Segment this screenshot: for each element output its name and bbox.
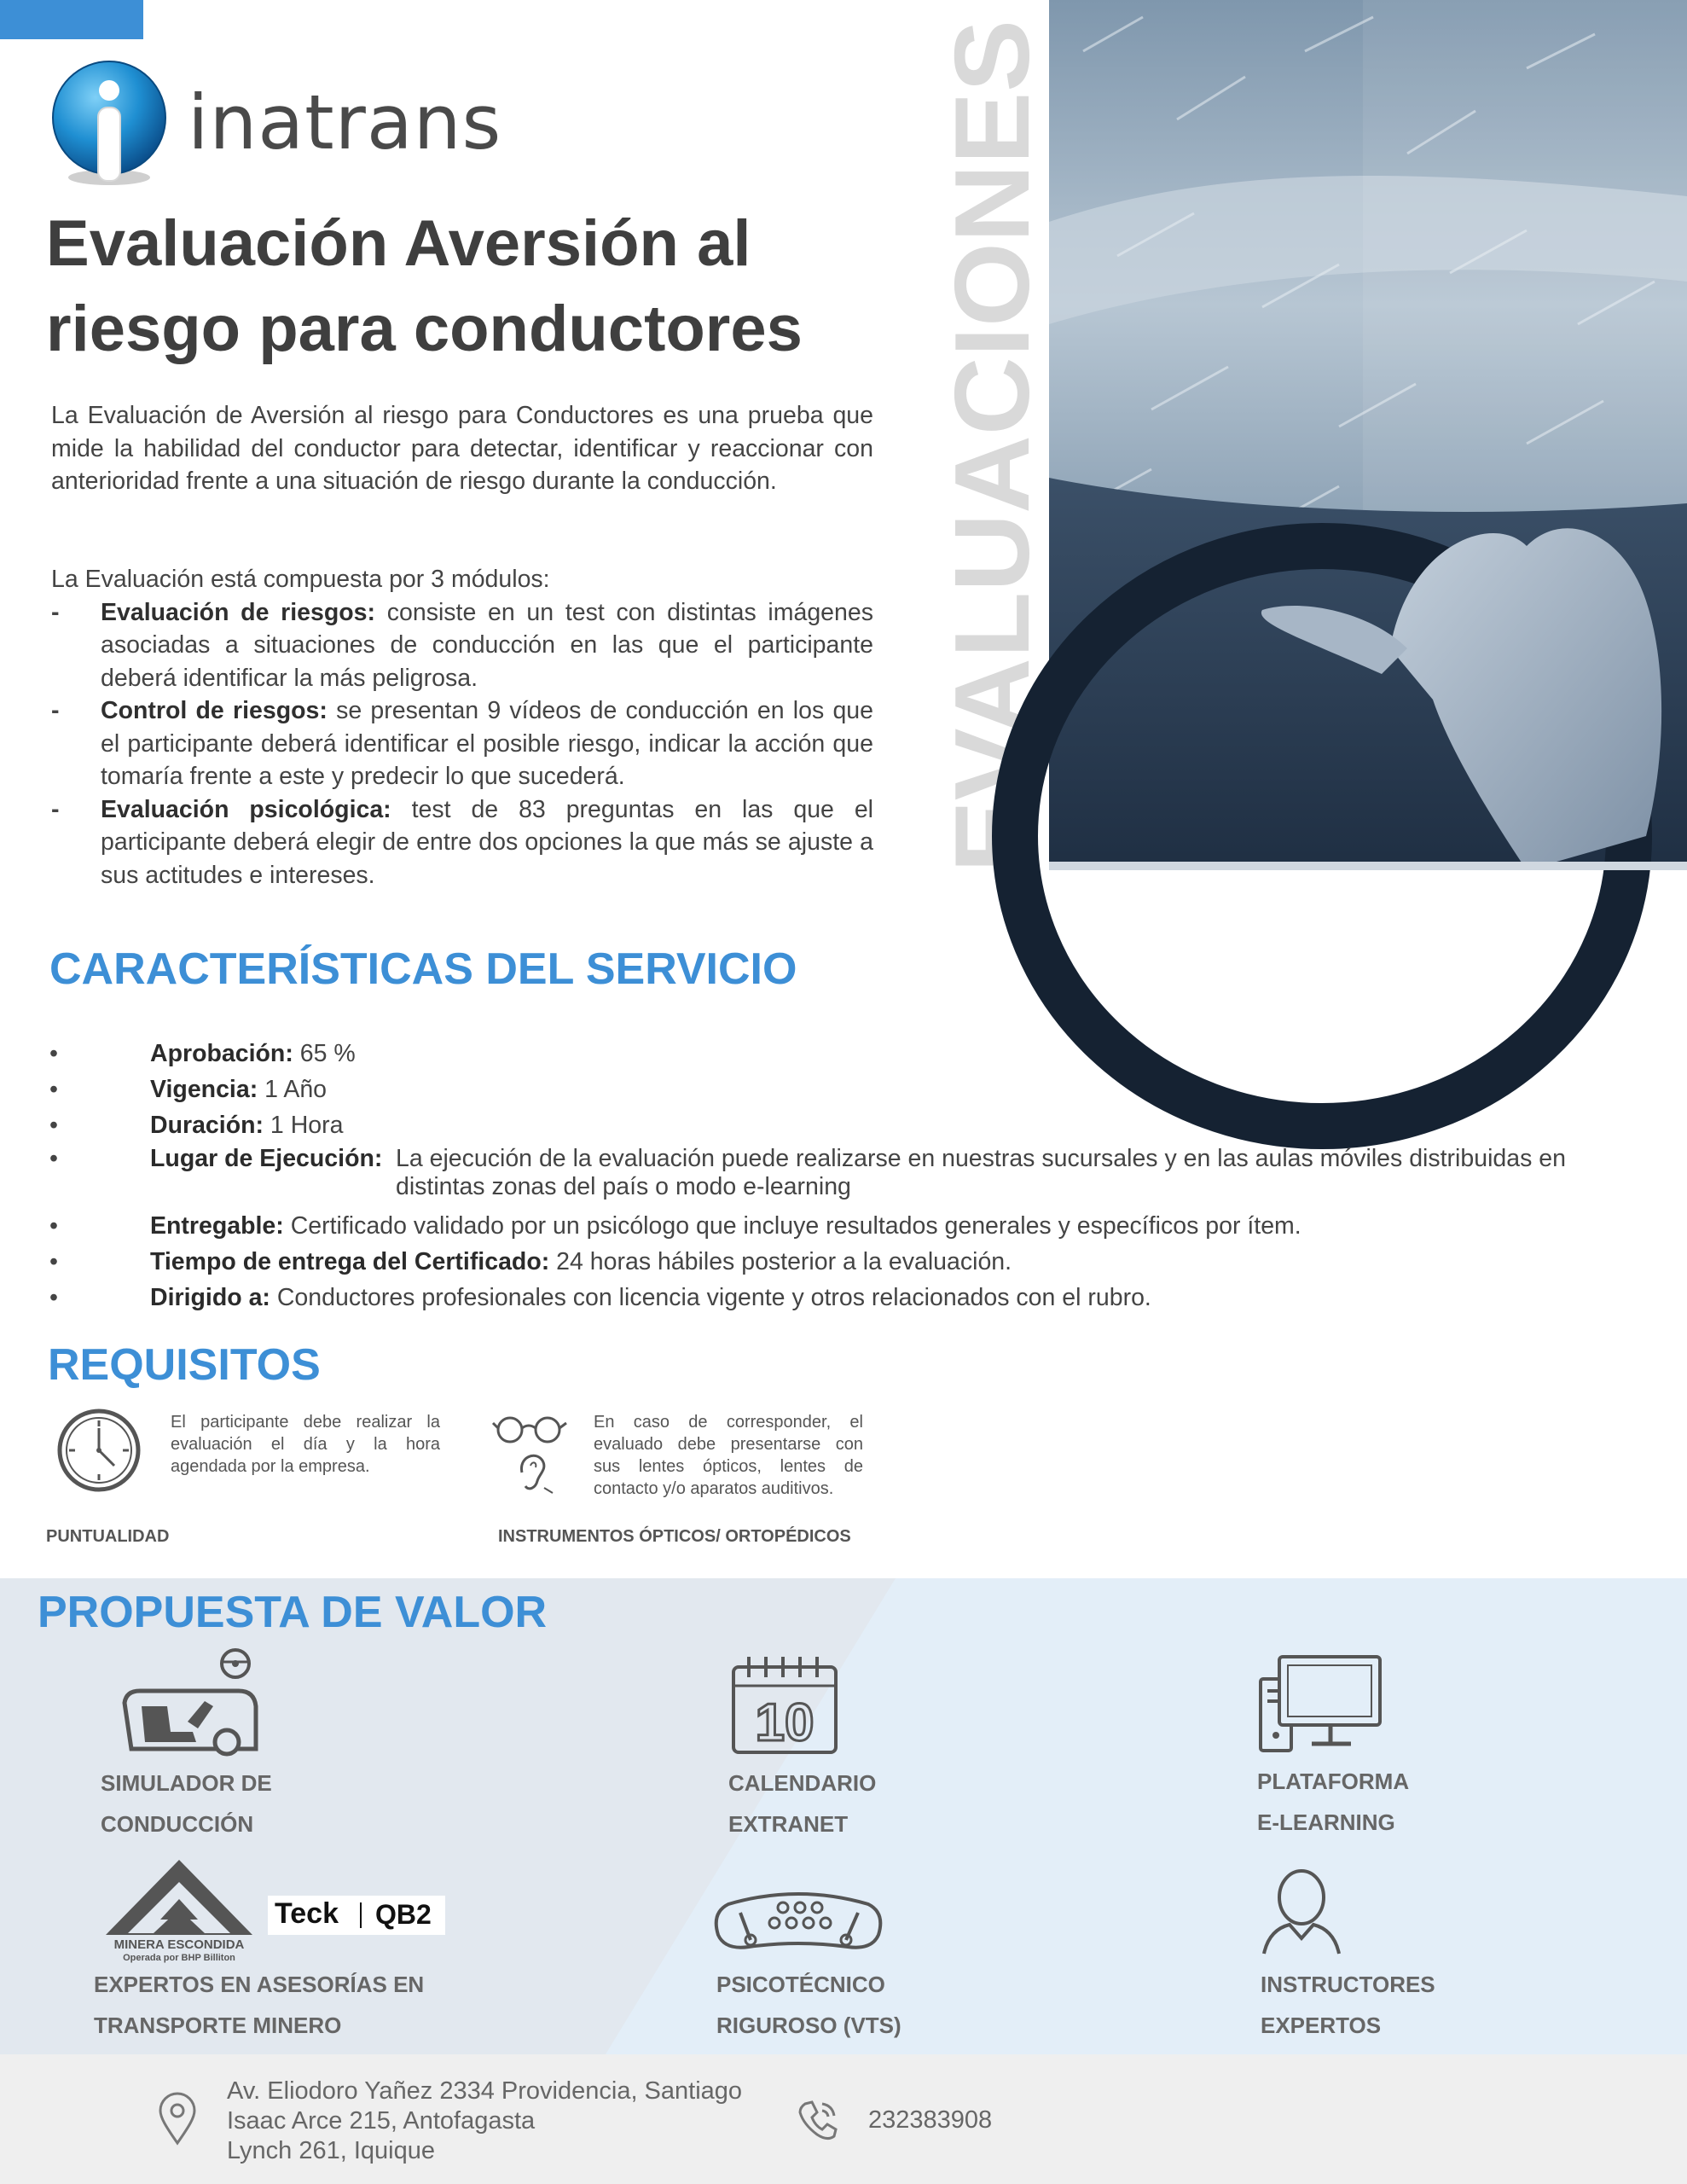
modules-lead: La Evaluación está compuesta por 3 módulos: [51,566,550,593]
value-label-line-1: PLATAFORMA [1257,1769,1410,1794]
intro-paragraph [51,399,873,498]
address-line: Av. Eliodoro Yañez 2334 Providencia, Santiago [227,2077,743,2105]
module-item [51,793,873,892]
item-label: Tiempo de entrega del Certificado: [150,1248,550,1275]
item-label: Vigencia: [150,1076,258,1103]
module-name: Evaluación psicológica: [101,795,391,823]
module-description: test de 83 preguntas en las que el participante deberá elegir de entre dos opciones la que más se ajuste a sus actitudes e intereses. [101,795,873,889]
bullet: • [49,1076,58,1103]
item-value: 1 Hora [264,1112,344,1139]
bullet: • [49,1212,58,1240]
intro-text: La Evaluación de Aversión al riesgo para Conductores es una prueba que mide la habilidad del conductor para detectar, identificar y reaccionar con anterioridad frente a una situación de riesgo durante la conducción. [51,402,873,495]
vts-console-icon [711,1887,885,1960]
item-value: 24 horas hábiles posterior a la evaluación. [549,1248,1012,1275]
requirement-text: En caso de corresponder, el evaluado debe presentarse con sus lentes ópticos, lentes de contacto y/o aparatos auditivos. [594,1413,863,1498]
value-label [94,1964,424,2046]
value-label-line-1: CALENDARIO [728,1770,877,1796]
calendar-day: 10 [755,1693,815,1752]
item-value: Conductores profesionales con licencia vigente y otros relacionados con el rubro. [270,1284,1151,1311]
bullet: • [49,1112,58,1139]
side-word-text: EVALUACIONES [934,39,1052,873]
escondida-sub: Operada por BHP Billiton [123,1953,235,1963]
value-label-line-1: PSICOTÉCNICO [716,1972,885,1997]
logo-divider [360,1902,362,1928]
characteristics-list [49,1037,1636,1317]
item-label: Aprobación: [150,1040,293,1067]
glasses-ear-icon [493,1413,570,1498]
title-line-1: Evaluación Aversión al [46,207,751,280]
list-item [49,1145,1636,1201]
requirement-label: PUNTUALIDAD [46,1527,170,1546]
item-label: Dirigido a: [150,1284,270,1311]
bullet: • [49,1248,58,1275]
module-description: consiste en un test con distintas imágenes asociadas a situaciones de conducción en las que el participante deberá identificar la más peligrosa. [101,598,873,692]
requirements-heading: REQUISITOS [48,1340,321,1390]
module-dash: - [51,795,60,823]
value-label [716,1964,901,2046]
page-title [46,201,899,372]
item-label: Lugar de Ejecución: [150,1145,383,1172]
windshield-rain-photo [1049,0,1687,870]
value-label-line-2: TRANSPORTE MINERO [94,2013,342,2038]
list-item [49,1109,1636,1141]
module-description: se presentan 9 vídeos de conducción en los que el participante deberá identificar el posible riesgo, indicar la acción que tomaría frente a este y predecir lo que sucederá. [101,697,873,790]
qb2-text: QB2 [375,1899,432,1930]
value-label-line-1: EXPERTOS EN ASESORÍAS EN [94,1972,425,1997]
escondida-name: MINERA ESCONDIDA [113,1937,245,1952]
teck-qb2-logo [268,1896,445,1935]
footer-addresses [227,2077,742,2166]
inatrans-logo-icon [49,58,171,188]
minera-escondida-logo [102,1856,256,1964]
value-label-line-1: SIMULADOR DE [101,1770,272,1796]
teck-text: Teck [275,1897,339,1930]
module-dash: - [51,697,60,724]
value-label-line-2: CONDUCCIÓN [101,1811,254,1837]
brand-name: inatrans [188,78,502,166]
bullet: • [49,1040,58,1067]
module-item [51,694,873,793]
value-label [728,1763,876,1844]
item-label: Duración: [150,1112,264,1139]
characteristics-heading: CARACTERÍSTICAS DEL SERVICIO [49,944,797,994]
footer-phone: 232383908 [868,2106,993,2134]
value-heading: PROPUESTA DE VALOR [38,1588,548,1637]
location-pin-icon [157,2092,198,2146]
module-name: Evaluación de riesgos: [101,598,376,626]
driving-simulator-icon [119,1647,264,1757]
item-value: Certificado validado por un psicólogo que incluye resultados generales y específicos por ítem. [283,1212,1301,1240]
bullet: • [49,1145,58,1172]
modules-section [51,563,873,892]
address-line: Lynch 261, Iquique [227,2137,436,2164]
value-label [1261,1964,1435,2046]
title-line-2: riesgo para conductores [46,293,803,365]
address-line: Isaac Arce 215, Antofagasta [227,2107,536,2135]
module-item [51,596,873,695]
value-label-line-2: E-LEARNING [1257,1809,1395,1835]
item-value: 1 Año [258,1076,328,1103]
list-item [49,1210,1636,1242]
item-value: La ejecución de la evaluación puede realizarse en nuestras sucursales y en las aulas móviles distribuidas en distintas zonas del país o modo e-learning [396,1145,1566,1200]
calendar-icon [730,1655,841,1756]
value-label [1257,1761,1409,1843]
value-label-line-2: RIGUROSO (VTS) [716,2013,901,2038]
value-label-line-2: EXPERTOS [1261,2013,1382,2038]
value-label-line-2: EXTRANET [728,1811,849,1837]
list-item [49,1246,1636,1278]
clock-icon [56,1408,142,1493]
module-dash: - [51,598,60,626]
value-label [101,1763,272,1844]
instructor-icon [1261,1868,1342,1957]
item-value: 65 % [293,1040,356,1067]
top-left-accent-bar [0,0,143,39]
list-item [49,1037,1636,1070]
bullet: • [49,1284,58,1311]
computer-icon [1259,1653,1383,1752]
requirement-label: INSTRUMENTOS ÓPTICOS/ ORTOPÉDICOS [498,1527,851,1546]
phone-icon [797,2099,839,2141]
module-name: Control de riesgos: [101,697,328,724]
value-label-line-1: INSTRUCTORES [1261,1972,1435,1997]
list-item [49,1281,1636,1314]
requirement-text: El participante debe realizar la evaluación el día y la hora agendada por la empresa. [171,1413,440,1476]
list-item [49,1073,1636,1106]
item-label: Entregable: [150,1212,284,1240]
